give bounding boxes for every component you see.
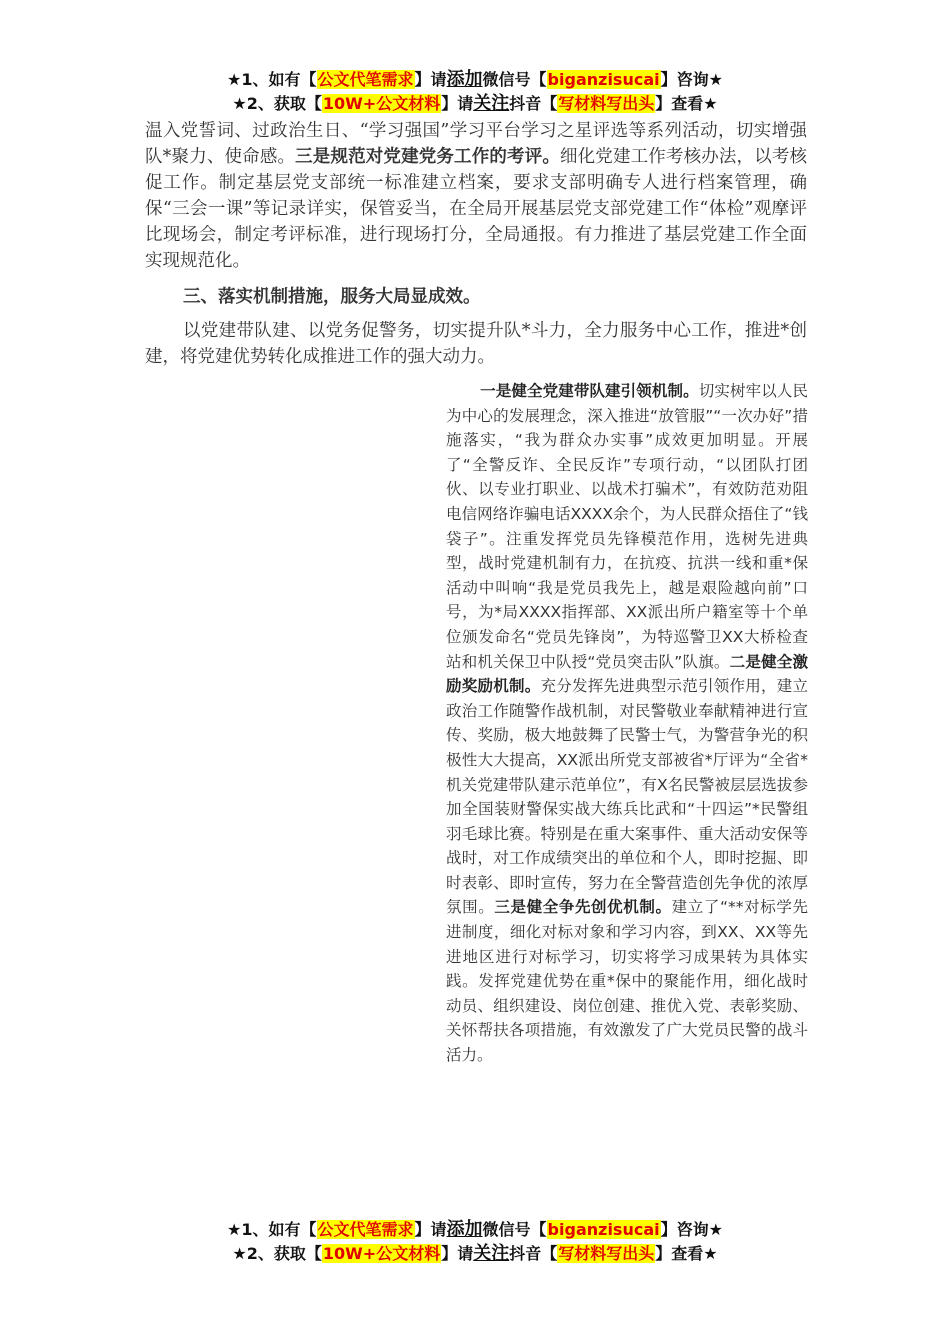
footer-line-1: ★1、如有【公文代笔需求】请添加微信号【biganzisucai】咨询★ xyxy=(227,1219,723,1240)
footer-highlight-materials: 10W+公文材料 xyxy=(322,1244,441,1263)
banner-line-2: ★2、获取【10W+公文材料】请关注抖音【写材料写出头】查看★ xyxy=(232,93,718,114)
highlight-wechat-id: biganzisucai xyxy=(547,70,660,89)
footer-line-2: ★2、获取【10W+公文材料】请关注抖音【写材料写出头】查看★ xyxy=(232,1243,718,1264)
bold-lead-1: 一是健全党建带队建引领机制。 xyxy=(480,382,699,400)
section-heading: 三、落实机制措施，服务大局显成效。 xyxy=(183,287,481,307)
bold-lead-2: 二是健全激励奖励机制。 xyxy=(446,652,808,696)
header-banner xyxy=(0,68,950,116)
banner-line-1: ★1、如有【公文代笔需求】请添加微信号【biganzisucai】咨询★ xyxy=(227,69,723,90)
footer-highlight-writing-service: 公文代笔需求 xyxy=(317,1220,414,1239)
body-paragraph-2: 以党建带队建、以党务促警务，切实提升队*斗力，全力服务中心工作，推进*创建，将党建优势转化成推进工作的强大动力。 xyxy=(145,321,807,367)
text-box-column: 一是健全党建带队建引领机制。切实树牢以人民为中心的发展理念，深入推进“放管服”“一次办好”措施落实，“我为群众办实事”成效更加明显。开展了“全警反诈、全民反诈”专项行动，“以团队打团伙、以专业打职业、以战术打骗术”，有效防范劝阻电信网络诈骗电话XXXX余个，为人民群众捂住了“钱袋子”。注重发挥党员先锋模范作用，选树先进典型，战时党建机制有力，在抗疫、抗洪一线和重*保活动中叫响“我是党员我先上，越是艰险越向前”口号，为*局XXXX指挥部、XX派出所户籍室等十个单位颁发命名“党员先锋岗”，为特巡警卫XX大桥检查站和机关保卫中队授“党员突击队”队旗。二是健全激励奖励机制。充分发挥先进典型示范引领作用，建立政治工作随警作战机制，对民警敬业奉献精神进行宣传、奖励，极大地鼓舞了民警士气，为警营争光的积极性大大提高，XX派出所党支部被省*厅评为“全省*机关党建带队建示范单位”，有X名民警被层层选拔参加全国装财警保实战大练兵比武和“十四运”*民警组羽毛球比赛。特别是在重大案事件、重大活动安保等战时，对工作成绩突出的单位和个人，即时挖掘、即时表彰、即时宣传，努力在全警营造创先争优的浓厚氛围。三是健全争先创优机制。建立了“**对标学先进制度，细化对标对象和学习内容，到XX、XX等先进地区进行对标学习，切实将学习成果转为具体实践。发挥党建优势在重*保中的聚能作用，细化战时动员、组织建设、岗位创建、推优入党、表彰奖励、关怀帮扶各项措施，有效激发了广大党员民警的战斗活力。 xyxy=(446,382,808,1065)
bold-lead-3: 三是健全争先创优机制。 xyxy=(494,898,672,917)
footer-highlight-douyin-account: 写材料写出头 xyxy=(558,1244,655,1263)
footer-banner xyxy=(0,1218,950,1266)
footer-highlight-wechat-id: biganzisucai xyxy=(547,1220,660,1239)
highlight-writing-service: 公文代笔需求 xyxy=(317,70,414,89)
highlight-materials: 10W+公文材料 xyxy=(322,94,441,113)
highlight-douyin-account: 写材料写出头 xyxy=(558,94,655,113)
bold-lead-assessment: 三是规范对党建党务工作的考评。 xyxy=(295,147,560,167)
body-paragraph-1: 温入党誓词、过政治生日、“学习强国”学习平台学习之星评选等系列活动，切实增强队*聚力、使命感。三是规范对党建党务工作的考评。细化党建工作考核办法，以考核促工作。制定基层党支部统一标准建立档案，要求支部明确专人进行档案管理，确保“三会一课”等记录详实，保管妥当，在全局开展基层党支部党建工作“体检”观摩评比现场会，制定考评标准，进行现场打分，全局通报。有力推进了基层党建工作全面实现规范化。 xyxy=(145,121,808,271)
